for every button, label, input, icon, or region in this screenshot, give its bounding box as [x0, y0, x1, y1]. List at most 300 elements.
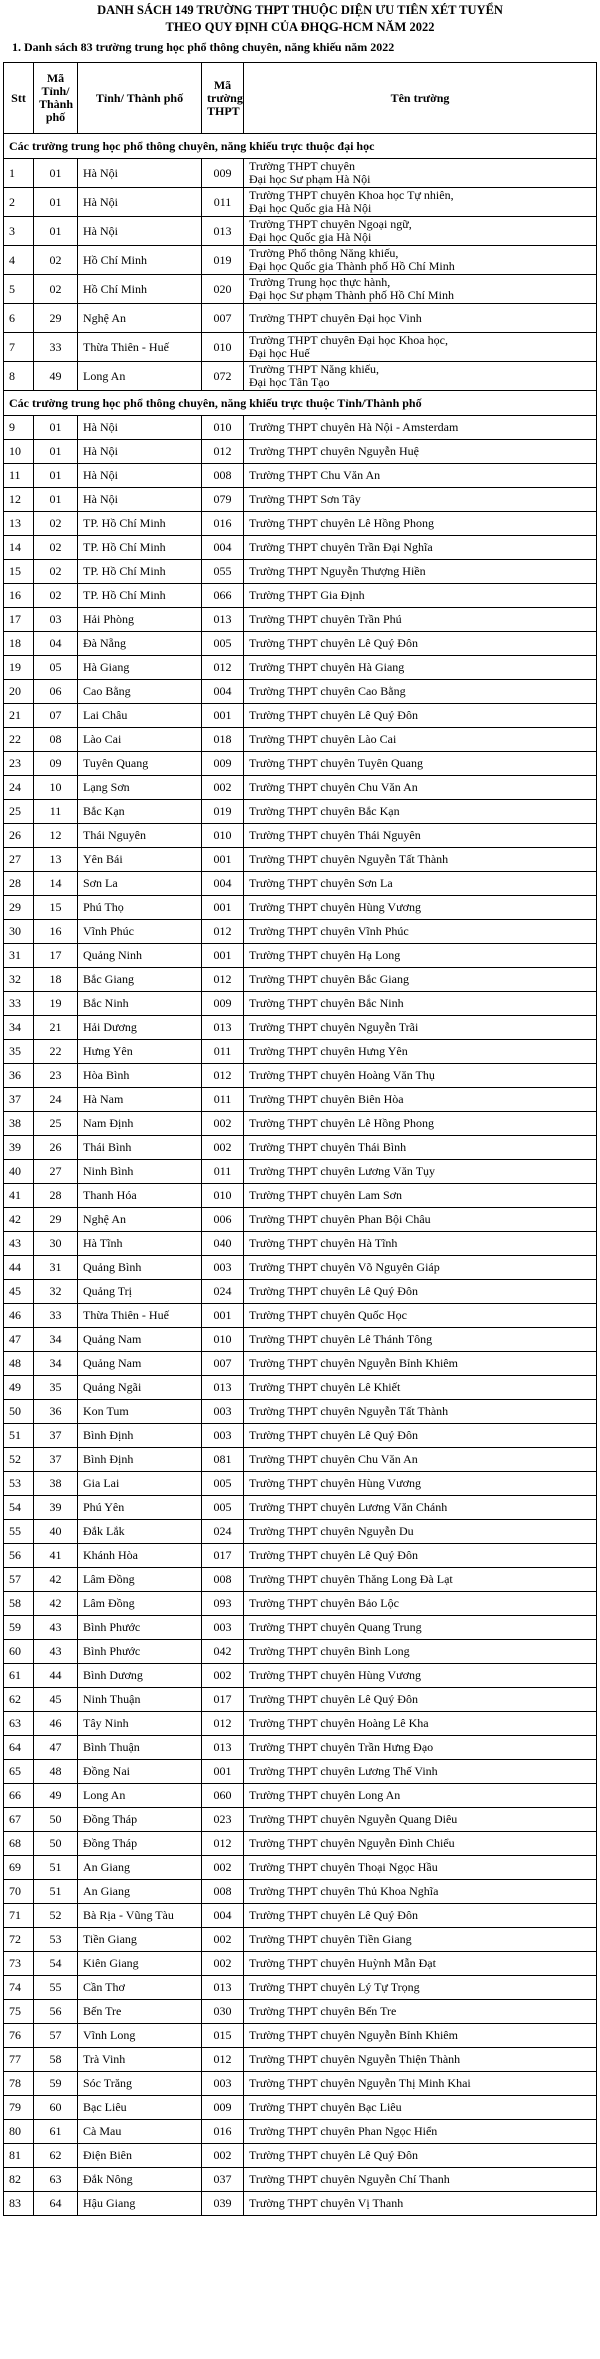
row-province-code: 40	[34, 1520, 78, 1544]
school-name-line-2: Đại học Quốc gia Thành phố Hồ Chí Minh	[249, 259, 455, 273]
school-name-line-2: Đại học Quốc gia Hà Nội	[249, 201, 372, 215]
row-province: An Giang	[78, 1880, 202, 1904]
row-school-name: Trường THPT chuyên Bắc Kạn	[244, 800, 597, 824]
row-stt: 30	[4, 920, 34, 944]
row-stt: 70	[4, 1880, 34, 1904]
row-stt: 37	[4, 1088, 34, 1112]
table-row	[4, 1544, 597, 1568]
table-row	[4, 848, 597, 872]
row-school-code: 001	[202, 944, 244, 968]
school-name-line-1: Trường THPT chuyên Ngoại ngữ,	[249, 217, 412, 231]
row-school-name: Trường THPT chuyên Lê Quý Đôn	[244, 704, 597, 728]
row-stt: 74	[4, 1976, 34, 2000]
row-stt: 82	[4, 2168, 34, 2192]
table-row	[4, 656, 597, 680]
row-school-name	[244, 159, 597, 188]
table-row	[4, 632, 597, 656]
row-province: Đà Nẵng	[78, 632, 202, 656]
row-province-code: 54	[34, 1952, 78, 1976]
table-row	[4, 1904, 597, 1928]
row-province: Yên Bái	[78, 848, 202, 872]
title-line-2: THEO QUY ĐỊNH CỦA ĐHQG-HCM NĂM 2022	[165, 20, 435, 34]
row-school-name	[244, 333, 597, 362]
table-row	[4, 1760, 597, 1784]
row-province: Sóc Trăng	[78, 2072, 202, 2096]
row-province-code: 04	[34, 632, 78, 656]
row-school-code: 007	[202, 1352, 244, 1376]
row-province-code: 46	[34, 1712, 78, 1736]
row-school-name: Trường THPT chuyên Lê Hồng Phong	[244, 1112, 597, 1136]
row-stt: 42	[4, 1208, 34, 1232]
row-province: Bến Tre	[78, 2000, 202, 2024]
row-province-code: 33	[34, 1304, 78, 1328]
table-row	[4, 968, 597, 992]
row-province-code: 13	[34, 848, 78, 872]
row-school-code: 012	[202, 1064, 244, 1088]
row-school-name: Trường THPT Chu Văn An	[244, 464, 597, 488]
row-province: Hòa Bình	[78, 1064, 202, 1088]
table-row	[4, 464, 597, 488]
row-school-code: 060	[202, 1784, 244, 1808]
table-row	[4, 1712, 597, 1736]
row-school-name	[244, 304, 597, 333]
row-school-name: Trường THPT chuyên Bến Tre	[244, 2000, 597, 2024]
row-province-code: 53	[34, 1928, 78, 1952]
row-province-code: 18	[34, 968, 78, 992]
row-province: Bình Dương	[78, 1664, 202, 1688]
row-stt: 67	[4, 1808, 34, 1832]
row-school-name: Trường THPT chuyên Chu Văn An	[244, 776, 597, 800]
row-province-code: 45	[34, 1688, 78, 1712]
row-school-code: 002	[202, 2144, 244, 2168]
table-row	[4, 333, 597, 362]
row-school-code: 055	[202, 560, 244, 584]
row-province: Hải Dương	[78, 1016, 202, 1040]
row-province: Hà Nội	[78, 416, 202, 440]
row-province: Gia Lai	[78, 1472, 202, 1496]
row-province: Cà Mau	[78, 2120, 202, 2144]
table-row	[4, 1856, 597, 1880]
row-school-name: Trường THPT chuyên Tiền Giang	[244, 1928, 597, 1952]
row-province: Hà Giang	[78, 656, 202, 680]
row-school-code: 004	[202, 536, 244, 560]
row-province: Quảng Nam	[78, 1352, 202, 1376]
header-stt: Stt	[4, 63, 34, 134]
row-school-name: Trường THPT chuyên Lương Văn Chánh	[244, 1496, 597, 1520]
row-province: Khánh Hòa	[78, 1544, 202, 1568]
row-province-code: 47	[34, 1736, 78, 1760]
row-province: Ninh Bình	[78, 1160, 202, 1184]
row-school-name: Trường THPT chuyên Thăng Long Đà Lạt	[244, 1568, 597, 1592]
row-school-code: 002	[202, 1952, 244, 1976]
row-province-code: 02	[34, 536, 78, 560]
row-school-code: 011	[202, 1088, 244, 1112]
row-province-code: 03	[34, 608, 78, 632]
row-stt: 17	[4, 608, 34, 632]
table-row	[4, 1952, 597, 1976]
row-stt: 26	[4, 824, 34, 848]
row-school-name: Trường THPT chuyên Phan Ngọc Hiển	[244, 2120, 597, 2144]
row-school-code: 003	[202, 2072, 244, 2096]
table-row	[4, 1424, 597, 1448]
row-province: Nghệ An	[78, 1208, 202, 1232]
row-province: Lào Cai	[78, 728, 202, 752]
table-row	[4, 1568, 597, 1592]
row-school-name: Trường THPT chuyên Nguyễn Trãi	[244, 1016, 597, 1040]
row-school-code: 010	[202, 1328, 244, 1352]
row-school-code: 008	[202, 1880, 244, 1904]
row-stt: 52	[4, 1448, 34, 1472]
row-school-code: 019	[202, 800, 244, 824]
row-stt: 6	[4, 304, 34, 333]
row-province-code: 63	[34, 2168, 78, 2192]
row-school-name: Trường THPT chuyên Thái Bình	[244, 1136, 597, 1160]
table-row	[4, 2000, 597, 2024]
row-school-name: Trường THPT chuyên Thủ Khoa Nghĩa	[244, 1880, 597, 1904]
row-school-code: 016	[202, 2120, 244, 2144]
table-row	[4, 512, 597, 536]
table-row	[4, 2120, 597, 2144]
row-stt: 61	[4, 1664, 34, 1688]
row-province: Long An	[78, 362, 202, 391]
row-province: Kiên Giang	[78, 1952, 202, 1976]
row-school-name: Trường THPT chuyên Hùng Vương	[244, 896, 597, 920]
row-school-code: 008	[202, 1568, 244, 1592]
row-province: Thừa Thiên - Huế	[78, 333, 202, 362]
row-school-code: 012	[202, 920, 244, 944]
row-stt: 32	[4, 968, 34, 992]
row-stt: 60	[4, 1640, 34, 1664]
row-province-code: 57	[34, 2024, 78, 2048]
row-school-name: Trường THPT chuyên Lê Hồng Phong	[244, 512, 597, 536]
header-school-code: Mã trường THPT	[202, 63, 244, 134]
row-stt: 3	[4, 217, 34, 246]
row-province-code: 02	[34, 512, 78, 536]
row-school-name: Trường THPT chuyên Nguyễn Tất Thành	[244, 848, 597, 872]
table-row	[4, 1256, 597, 1280]
row-stt: 62	[4, 1688, 34, 1712]
row-stt: 15	[4, 560, 34, 584]
row-school-code: 012	[202, 440, 244, 464]
row-stt: 79	[4, 2096, 34, 2120]
row-school-code: 011	[202, 1040, 244, 1064]
row-province: Thái Nguyên	[78, 824, 202, 848]
row-province-code: 11	[34, 800, 78, 824]
table-row	[4, 362, 597, 391]
row-school-name: Trường THPT chuyên Nguyễn Quang Diêu	[244, 1808, 597, 1832]
row-stt: 28	[4, 872, 34, 896]
row-province: Điện Biên	[78, 2144, 202, 2168]
row-school-name: Trường THPT chuyên Lý Tự Trọng	[244, 1976, 597, 2000]
table-row	[4, 159, 597, 188]
row-school-code: 018	[202, 728, 244, 752]
table-row	[4, 1376, 597, 1400]
row-school-name	[244, 217, 597, 246]
document-page	[0, 2, 600, 2359]
row-province-code: 23	[34, 1064, 78, 1088]
row-school-code: 004	[202, 1904, 244, 1928]
table-row	[4, 1016, 597, 1040]
row-school-code: 003	[202, 1400, 244, 1424]
row-province: Bình Phước	[78, 1616, 202, 1640]
row-school-code: 012	[202, 1712, 244, 1736]
table-row	[4, 1448, 597, 1472]
row-stt: 9	[4, 416, 34, 440]
table-row	[4, 1040, 597, 1064]
row-school-code: 005	[202, 1496, 244, 1520]
row-province-code: 44	[34, 1664, 78, 1688]
row-stt: 34	[4, 1016, 34, 1040]
row-stt: 45	[4, 1280, 34, 1304]
row-province-code: 24	[34, 1088, 78, 1112]
row-province-code: 01	[34, 188, 78, 217]
row-province-code: 05	[34, 656, 78, 680]
row-school-code: 012	[202, 2048, 244, 2072]
table-row	[4, 560, 597, 584]
row-school-name: Trường THPT chuyên Huỳnh Mẫn Đạt	[244, 1952, 597, 1976]
row-stt: 8	[4, 362, 34, 391]
row-province-code: 02	[34, 275, 78, 304]
table-row	[4, 217, 597, 246]
table-row	[4, 2072, 597, 2096]
row-province-code: 50	[34, 1808, 78, 1832]
row-province-code: 26	[34, 1136, 78, 1160]
row-province: Hồ Chí Minh	[78, 246, 202, 275]
row-school-name: Trường THPT chuyên Thoại Ngọc Hầu	[244, 1856, 597, 1880]
row-school-name: Trường THPT chuyên Hoàng Văn Thụ	[244, 1064, 597, 1088]
row-stt: 11	[4, 464, 34, 488]
row-stt: 80	[4, 2120, 34, 2144]
table-row	[4, 1088, 597, 1112]
table-row	[4, 728, 597, 752]
row-school-code: 010	[202, 333, 244, 362]
row-stt: 81	[4, 2144, 34, 2168]
table-row	[4, 304, 597, 333]
row-school-name: Trường THPT chuyên Quốc Học	[244, 1304, 597, 1328]
row-province-code: 01	[34, 440, 78, 464]
row-province-code: 29	[34, 1208, 78, 1232]
table-row	[4, 1280, 597, 1304]
row-stt: 19	[4, 656, 34, 680]
row-province: Hải Phòng	[78, 608, 202, 632]
header-school-name: Tên trường	[244, 63, 597, 134]
row-school-code: 005	[202, 1472, 244, 1496]
row-school-name: Trường THPT chuyên Lê Quý Đôn	[244, 632, 597, 656]
row-province-code: 34	[34, 1328, 78, 1352]
row-school-code: 015	[202, 2024, 244, 2048]
row-school-code: 003	[202, 1616, 244, 1640]
row-school-code: 001	[202, 704, 244, 728]
row-stt: 35	[4, 1040, 34, 1064]
table-header-row	[4, 63, 597, 134]
row-province: TP. Hồ Chí Minh	[78, 512, 202, 536]
row-stt: 36	[4, 1064, 34, 1088]
row-province: TP. Hồ Chí Minh	[78, 536, 202, 560]
row-province: Đồng Nai	[78, 1760, 202, 1784]
row-school-code: 012	[202, 1832, 244, 1856]
table-row	[4, 275, 597, 304]
row-stt: 63	[4, 1712, 34, 1736]
row-province-code: 51	[34, 1856, 78, 1880]
school-name-line-1: Trường THPT chuyên Đại học Khoa học,	[249, 333, 448, 347]
table-row	[4, 1880, 597, 1904]
row-school-code: 016	[202, 512, 244, 536]
row-school-name: Trường THPT chuyên Vĩnh Phúc	[244, 920, 597, 944]
row-school-name: Trường THPT chuyên Bắc Giang	[244, 968, 597, 992]
row-school-name: Trường THPT chuyên Lê Quý Đôn	[244, 1904, 597, 1928]
row-stt: 51	[4, 1424, 34, 1448]
row-school-code: 010	[202, 824, 244, 848]
row-province: TP. Hồ Chí Minh	[78, 584, 202, 608]
row-stt: 44	[4, 1256, 34, 1280]
row-province-code: 02	[34, 560, 78, 584]
row-province-code: 64	[34, 2192, 78, 2216]
table-row	[4, 896, 597, 920]
row-province: Hà Nội	[78, 217, 202, 246]
row-school-name: Trường THPT chuyên Lê Thánh Tông	[244, 1328, 597, 1352]
row-school-code: 020	[202, 275, 244, 304]
row-province: Lai Châu	[78, 704, 202, 728]
row-school-code: 072	[202, 362, 244, 391]
header-province-code: Mã Tỉnh/ Thành phố	[34, 63, 78, 134]
row-school-name: Trường THPT chuyên Lào Cai	[244, 728, 597, 752]
row-stt: 33	[4, 992, 34, 1016]
row-school-code: 042	[202, 1640, 244, 1664]
row-school-code: 009	[202, 752, 244, 776]
table-row	[4, 1160, 597, 1184]
row-province: Cao Bằng	[78, 680, 202, 704]
row-school-code: 024	[202, 1520, 244, 1544]
row-school-code: 079	[202, 488, 244, 512]
row-province-code: 50	[34, 1832, 78, 1856]
row-school-code: 002	[202, 776, 244, 800]
row-province-code: 02	[34, 246, 78, 275]
row-province: Bình Phước	[78, 1640, 202, 1664]
row-stt: 13	[4, 512, 34, 536]
row-province-code: 34	[34, 1352, 78, 1376]
row-school-code: 012	[202, 656, 244, 680]
row-school-code: 040	[202, 1232, 244, 1256]
row-school-code: 023	[202, 1808, 244, 1832]
table-row	[4, 1208, 597, 1232]
row-school-name: Trường THPT chuyên Võ Nguyên Giáp	[244, 1256, 597, 1280]
table-row	[4, 1352, 597, 1376]
table-row	[4, 1520, 597, 1544]
row-province-code: 06	[34, 680, 78, 704]
row-stt: 24	[4, 776, 34, 800]
row-stt: 58	[4, 1592, 34, 1616]
row-province: Bình Định	[78, 1448, 202, 1472]
row-stt: 50	[4, 1400, 34, 1424]
row-stt: 23	[4, 752, 34, 776]
row-school-code: 003	[202, 1256, 244, 1280]
row-school-name: Trường THPT chuyên Bảo Lộc	[244, 1592, 597, 1616]
table-row	[4, 1736, 597, 1760]
row-school-name: Trường THPT chuyên Lê Quý Đôn	[244, 1688, 597, 1712]
row-province-code: 15	[34, 896, 78, 920]
table-row	[4, 680, 597, 704]
row-province: Hà Nội	[78, 464, 202, 488]
row-province: Đồng Tháp	[78, 1808, 202, 1832]
table-row	[4, 776, 597, 800]
table-row	[4, 584, 597, 608]
row-school-name: Trường THPT chuyên Nguyễn Bỉnh Khiêm	[244, 2024, 597, 2048]
school-name-line-1: Trường THPT chuyên Đại học Vinh	[249, 310, 422, 325]
row-province-code: 49	[34, 1784, 78, 1808]
row-province: Nam Định	[78, 1112, 202, 1136]
row-school-name: Trường THPT chuyên Hoàng Lê Kha	[244, 1712, 597, 1736]
table-row	[4, 1232, 597, 1256]
row-province-code: 08	[34, 728, 78, 752]
row-stt: 7	[4, 333, 34, 362]
row-school-name	[244, 275, 597, 304]
row-school-name: Trường THPT chuyên Nguyễn Chí Thanh	[244, 2168, 597, 2192]
row-province-code: 43	[34, 1616, 78, 1640]
row-school-name	[244, 188, 597, 217]
row-stt: 40	[4, 1160, 34, 1184]
row-stt: 66	[4, 1784, 34, 1808]
row-province-code: 10	[34, 776, 78, 800]
row-province: Đắk Lắk	[78, 1520, 202, 1544]
row-school-name: Trường THPT chuyên Bắc Ninh	[244, 992, 597, 1016]
row-stt: 18	[4, 632, 34, 656]
table-row	[4, 1592, 597, 1616]
row-school-name: Trường THPT Nguyễn Thượng Hiền	[244, 560, 597, 584]
table-row	[4, 1640, 597, 1664]
row-stt: 39	[4, 1136, 34, 1160]
row-province-code: 17	[34, 944, 78, 968]
table-row	[4, 1616, 597, 1640]
table-row	[4, 488, 597, 512]
row-school-code: 081	[202, 1448, 244, 1472]
table-row	[4, 1664, 597, 1688]
row-stt: 31	[4, 944, 34, 968]
row-province: Vĩnh Phúc	[78, 920, 202, 944]
row-province-code: 48	[34, 1760, 78, 1784]
row-province: Cần Thơ	[78, 1976, 202, 2000]
row-province: Thái Bình	[78, 1136, 202, 1160]
row-school-name: Trường THPT chuyên Sơn La	[244, 872, 597, 896]
row-province: Sơn La	[78, 872, 202, 896]
row-province-code: 30	[34, 1232, 78, 1256]
row-stt: 41	[4, 1184, 34, 1208]
table-row	[4, 2144, 597, 2168]
row-province-code: 39	[34, 1496, 78, 1520]
row-province: Hà Nội	[78, 159, 202, 188]
row-school-name: Trường THPT chuyên Lê Quý Đôn	[244, 1280, 597, 1304]
row-school-code: 001	[202, 1760, 244, 1784]
row-school-code: 009	[202, 992, 244, 1016]
row-province-code: 41	[34, 1544, 78, 1568]
row-province: Lâm Đồng	[78, 1568, 202, 1592]
row-stt: 22	[4, 728, 34, 752]
row-province: Đắk Nông	[78, 2168, 202, 2192]
section-row-university	[4, 134, 597, 159]
table-row	[4, 1328, 597, 1352]
row-school-name	[244, 246, 597, 275]
row-school-name: Trường THPT chuyên Vị Thanh	[244, 2192, 597, 2216]
school-name-line-1: Trường THPT Năng khiếu,	[249, 362, 379, 376]
row-province: An Giang	[78, 1856, 202, 1880]
row-province: Quảng Nam	[78, 1328, 202, 1352]
row-school-name: Trường THPT chuyên Hà Tĩnh	[244, 1232, 597, 1256]
row-province-code: 49	[34, 362, 78, 391]
table-row	[4, 1064, 597, 1088]
row-province: Thừa Thiên - Huế	[78, 1304, 202, 1328]
row-province-code: 35	[34, 1376, 78, 1400]
row-province-code: 55	[34, 1976, 78, 2000]
school-name-line-2: Đại học Huế	[249, 346, 310, 360]
